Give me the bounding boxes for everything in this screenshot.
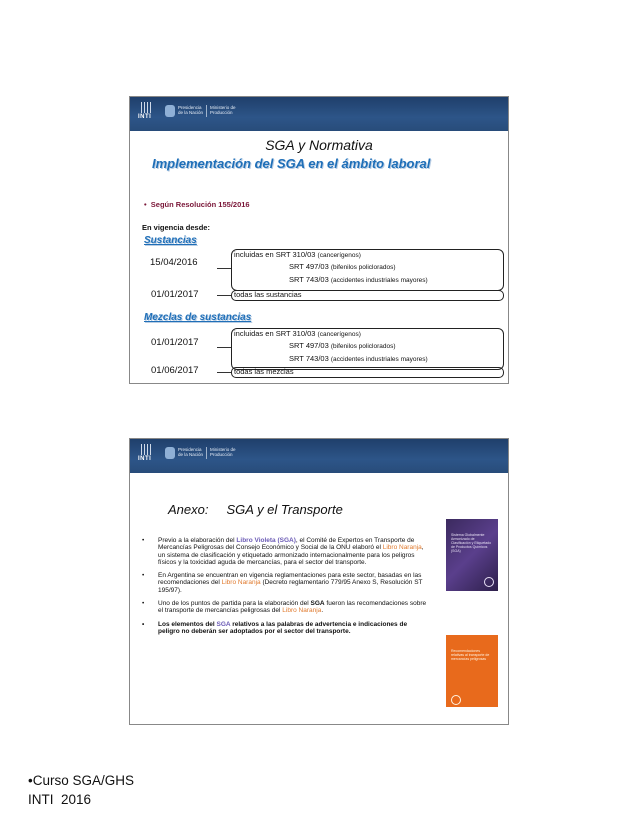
connector-line [217, 347, 231, 348]
list-item: • Los elementos del SGA relativos a las palabras de advertencia e indicaciones de peligro no deberán ser adoptados por el sector del transporte. [142, 620, 408, 635]
box-line: incluidas en SRT 310/03 (cancerígenos) [234, 250, 361, 259]
box-line: incluidas en SRT 310/03 (cancerígenos) [234, 329, 361, 338]
header-divider [206, 105, 207, 117]
slide-title [168, 502, 343, 517]
list-item: • Uno de los puntos de partida para la elaboración del SGA fueron las recomendaciones sobre el transporte de mercancías peligrosas del Libro Naranja. [142, 600, 427, 615]
slide-header [130, 97, 508, 131]
course-label: •Curso SGA/GHS [28, 773, 135, 788]
course-year: INTI 2016 [28, 792, 92, 807]
un-emblem-icon [451, 695, 461, 705]
resolution-text: Según Resolución 155/2016 [150, 200, 250, 209]
inti-logo-text: INTI [138, 456, 152, 462]
all-mixtures-label: todas las mezclas [234, 367, 294, 376]
connector-line [217, 295, 231, 296]
org-ministerio: Ministerio de Producción [210, 105, 236, 115]
inti-logo [138, 102, 156, 124]
date-label: 01/01/2017 [151, 337, 199, 348]
org-ministerio: Ministerio de Producción [210, 447, 236, 457]
date-label: 01/01/2017 [151, 289, 199, 300]
connector-line [217, 268, 231, 269]
box-line: SRT 497/03 (bifenilos policlorados) [289, 341, 396, 350]
connector-line [217, 372, 231, 373]
orange-book-cover [446, 635, 498, 707]
vigencia-label: En vigencia desde: [142, 223, 210, 232]
all-substances-label: todas las sustancias [234, 290, 302, 299]
un-emblem-icon [484, 577, 494, 587]
inti-logo-text: INTI [138, 114, 152, 120]
box-line: SRT 743/03 (accidentes industriales mayores) [289, 354, 428, 363]
inti-logo [138, 444, 156, 466]
date-label: 15/04/2016 [150, 257, 198, 268]
slide-subtitle: Implementación del SGA en el ámbito laboral [152, 156, 431, 171]
list-item: • Previo a la elaboración del Libro Violeta (SGA), el Comité de Expertos en Transporte de Mercancías Peligrosas del Consejo Económico y Social de la ONU elaboró el Libro Naranja, un sistema de clasificación y etiquetado armonizado internacionalmente para los peligros físicos y la toxicidad aguda de mercancías, para el sector del transporte. [142, 537, 424, 566]
slide-title: SGA y Normativa [265, 137, 373, 153]
page-footer [28, 771, 134, 809]
list-item: • En Argentina se encuentran en vigencia reglamentaciones para este sector, basadas en las recomendaciones del Libro Naranja (Decreto reglamentario 779/95 Anexo S, Resolución ST 195/97). [142, 572, 423, 594]
bullet-list [142, 537, 430, 641]
box-line: SRT 497/03 (bifenilos policlorados) [289, 262, 396, 271]
slide-2 [129, 438, 509, 725]
orange-book-title: Recomendaciones relativas al transporte de mercancías peligrosas [451, 649, 490, 661]
slide-header [130, 439, 508, 473]
date-label: 01/06/2017 [151, 365, 199, 376]
header-divider [206, 447, 207, 459]
org-presidencia: Presidencia de la Nación [178, 447, 204, 457]
violet-book-title: Sistema Globalmente Armonizado de Clasificación y Etiquetado de Productos Químicos (SGA) [451, 533, 492, 553]
title-main: SGA y el Transporte [226, 502, 343, 517]
box-line: SRT 743/03 (accidentes industriales mayores) [289, 275, 428, 284]
national-seal-icon [165, 447, 175, 459]
resolution-bullet: • Según Resolución 155/2016 [144, 200, 250, 209]
section-heading-sustancias: Sustancias [144, 235, 197, 246]
slide-1 [129, 96, 509, 384]
section-heading-mezclas: Mezclas de sustancias [144, 312, 252, 323]
national-seal-icon [165, 105, 175, 117]
org-presidencia: Presidencia de la Nación [178, 105, 204, 115]
title-prefix: Anexo: [168, 502, 209, 517]
violet-book-cover [446, 519, 498, 591]
